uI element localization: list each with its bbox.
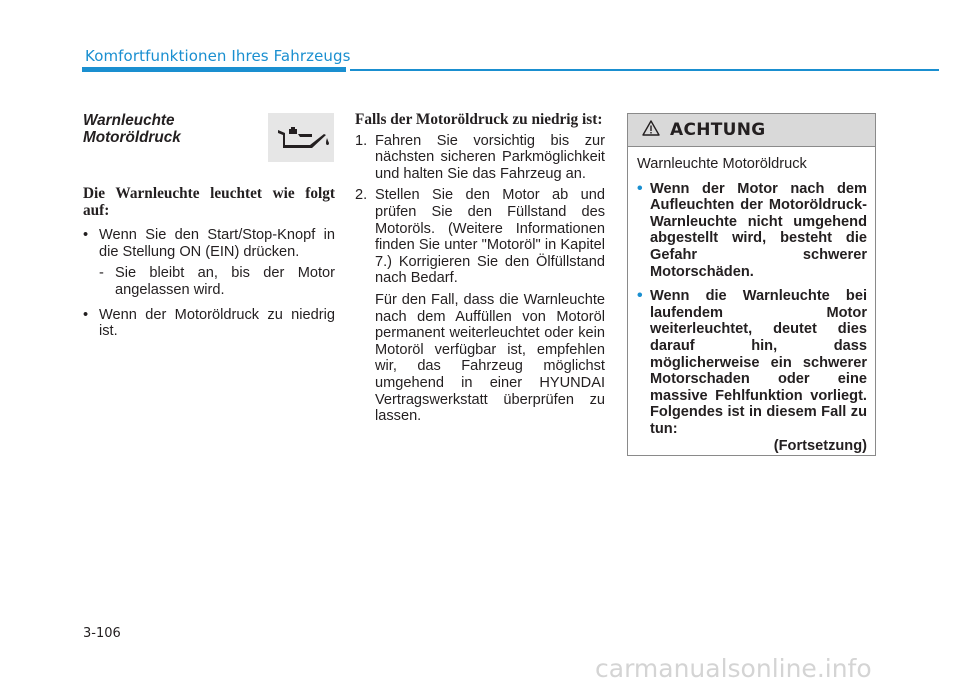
step-text: Fahren Sie vorsichtig bis zur nächsten sicheren Parkmöglichkeit und halten Sie das Fahrzeug an. — [375, 132, 605, 182]
info-paragraph: Für den Fall, dass die Warnleuchte nach dem Auffüllen von Motoröl permanent weiterleuchtet oder kein Motoröl verfügbar ist, empfehlen wir, das Fahrzeug möglichst umgehend in einer HYUNDAI Vertragswerkstatt überprüfen zu lassen. — [375, 291, 605, 425]
step-item — [355, 133, 605, 183]
continued-note: (Fortsetzung) — [773, 437, 867, 454]
caution-item-text: Wenn der Motor nach dem Aufleuchten der Motoröldruck-Warnleuchte nicht umgehend abgestellt wird, besteht die Gefahr schwerer Motorschäden. — [650, 180, 867, 280]
step-text: Stellen Sie den Motor ab und prüfen Sie den Füllstand des Motoröls. (Weitere Informationen finden Sie unter "Motoröl" in Kapitel 7.) Korrigieren Sie den Ölfüllstand nach Bedarf. — [375, 187, 605, 287]
bullet-mark: • — [637, 287, 643, 305]
sub-list-item-text: Sie bleibt an, bis der Motor angelassen wird. — [115, 265, 335, 298]
dash-mark: - — [99, 265, 104, 282]
caution-item-text: Wenn die Warnleuchte bei laufendem Motor weiterleuchtet, deutet dies darauf hin, dass möglicherweise ein schwerer Motorschaden oder eine massive Fehlfunktion vorliegt. Folgendes ist in diesem Fall zu tun: — [650, 288, 867, 437]
caution-label: ACHTUNG — [670, 120, 766, 140]
bullet-mark: • — [637, 179, 643, 197]
bullet-mark: • — [83, 306, 89, 323]
caution-subtitle: Warnleuchte Motoröldruck — [637, 156, 807, 172]
step-number: 2. — [355, 187, 368, 204]
middle-column — [355, 112, 605, 425]
intro-text: Die Warnleuchte leuchtet wie folgt auf: — [83, 185, 335, 219]
caution-item — [637, 181, 867, 281]
step-item — [355, 187, 605, 287]
caution-item — [637, 288, 867, 437]
caution-body — [628, 147, 875, 454]
instruction-heading: Falls der Motoröldruck zu niedrig ist: — [355, 111, 603, 128]
section-title: Warnleuchte Motoröldruck — [83, 112, 181, 146]
warning-triangle-icon — [642, 120, 660, 141]
page-number: 3-106 — [83, 626, 121, 641]
header-title: Komfortfunktionen Ihres Fahrzeugs — [85, 47, 351, 65]
step-number: 1. — [355, 132, 368, 149]
list-item-text: Wenn der Motoröldruck zu niedrig ist. — [99, 306, 335, 340]
sub-list-item — [83, 265, 335, 298]
caution-header — [628, 114, 875, 147]
oil-pressure-icon — [268, 113, 334, 162]
header-rule — [350, 69, 939, 71]
caution-box — [627, 113, 876, 456]
watermark: carmanualsonline.info — [595, 654, 872, 683]
list-item — [83, 307, 335, 340]
header-bar — [82, 67, 346, 72]
list-item-text: Wenn Sie den Start/Stop-Knopf in die Stellung ON (EIN) drücken. — [99, 227, 335, 260]
bullet-mark: • — [83, 227, 89, 244]
list-item — [83, 227, 335, 260]
